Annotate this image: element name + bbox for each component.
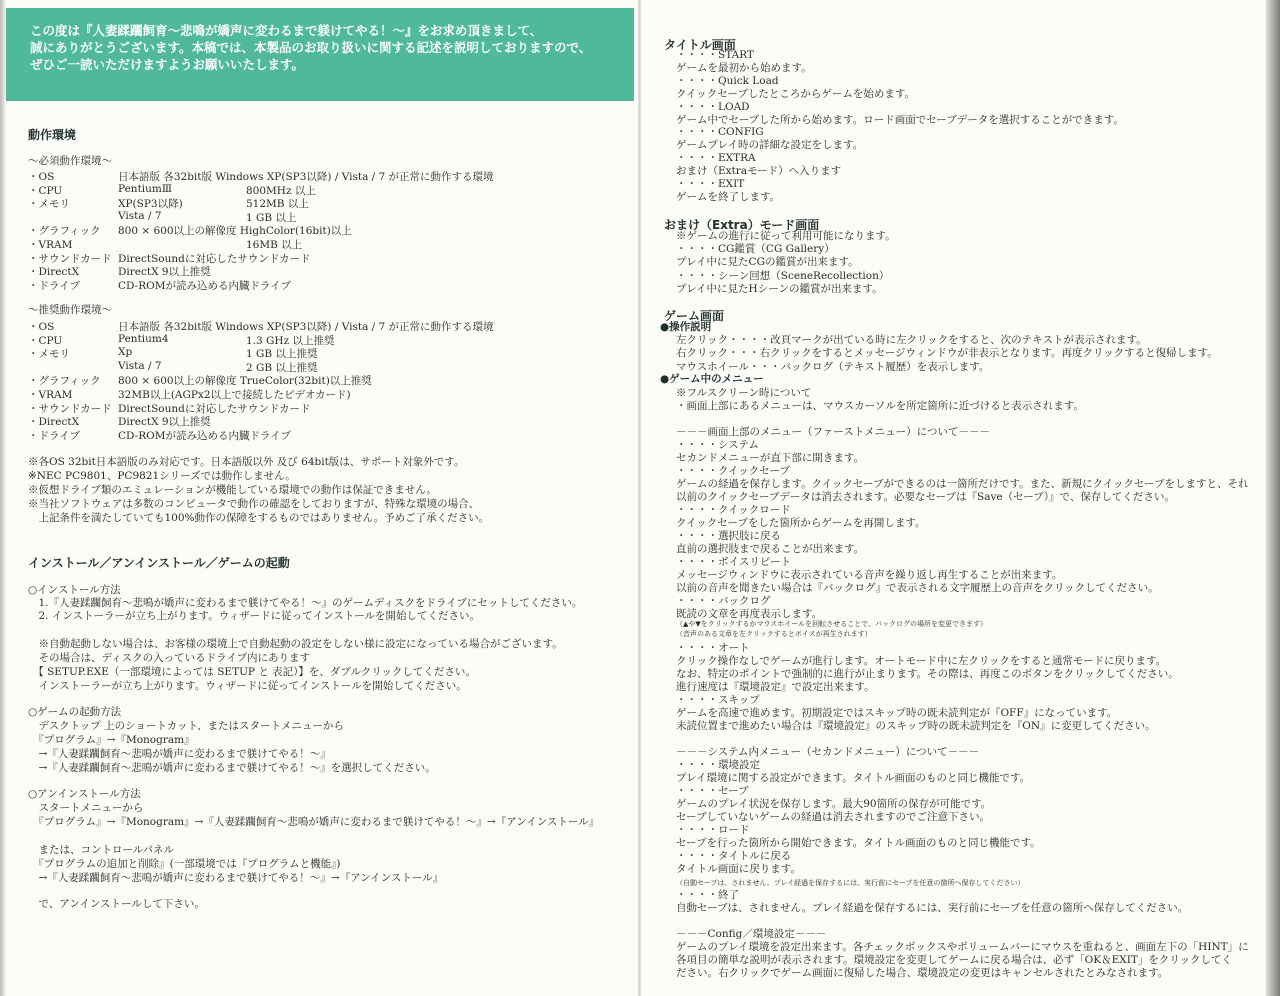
spec-value: CD-ROMが読み込める内臓ドライブ [118,429,291,442]
title-screen-line: ・・・・START [676,49,754,61]
menu-line: クイックセーブをした箇所からゲームを再開します。 [676,517,926,529]
spec-value: 800 × 600以上の解像度 HighColor(16bit)以上 [118,225,352,238]
operation-bullet: ●操作説明 [660,321,712,333]
spec-value: DirectX 9以上推奨 [118,266,211,279]
intro-line: ぜひご一読いただけますようお願いいたします。 [30,57,305,72]
menu-line: 未読位置まで進めたい場合は『環境設定』のスキップ時の既未読判定を『ON』に変更してください。 [676,720,1156,732]
spec-label: ・グラフィック [28,225,101,238]
title-screen-line: ・・・・EXIT [676,178,745,190]
menu-line: ・・・・クイックロード [676,504,791,516]
install-line: →『人妻蹂躙飼育～悲鳴が嬌声に変わるまで躾けてやる！～』→『アンインストール』 [28,872,444,884]
right-page [640,0,1280,996]
install-line: 『プログラム』→『Monogram』→『人妻蹂躙飼育～悲鳴が嬌声に変わるまで躾けてやる！～』→『アンインストール』 [28,816,600,828]
spec-label: ・DirectX [28,416,80,429]
title-screen-line: ゲーム中でセーブした所から始めます。ロード画面でセーブデータを選択することができます。 [676,113,1124,126]
install-line: で、アンインストールして下さい。 [28,898,205,910]
install-line: →『人妻蹂躙飼育～悲鳴が嬌声に変わるまで躾けてやる！～』 [28,748,331,760]
install-line: 1.『人妻蹂躙飼育～悲鳴が嬌声に変わるまで躾けてやる！～』のゲームディスクをドライブにセットしてください。 [28,597,583,609]
spec-value: DirectSoundに対応したサウンドカード [118,402,311,415]
menu-line: タイトル画面に戻ります。 [676,863,801,875]
install-line: その場合は、ディスクの入っているドライブ内にあります [28,652,311,664]
install-line: 【 SETUP.EXE（一部環境によっては SETUP と 表記）】を、ダブルクリックしてください。 [28,666,476,678]
menu-line: ・・・・環境設定 [676,759,760,771]
spec-label: ・CPU [28,334,63,347]
menu-line: ゲームの経過を保存します。クイックセーブができるのは一箇所だけです。また、新規にクイックセーブをしますと、それ [676,478,1249,490]
spec-label: ・ドライブ [28,279,80,292]
extra-mode-line: プレイ中に見たCGの鑑賞が出来ます。 [676,256,859,269]
title-screen-line: ・・・・CONFIG [676,126,764,139]
spec-label: ・ドライブ [28,429,80,442]
spec-label: ・メモリ [28,198,70,211]
spec-value: Vista / 7 [118,359,162,372]
menu-line: ゲームを高速で進めます。初期設定ではスキップ時の既未読判定が『OFF』になっています。 [676,707,1118,719]
title-screen-line: ・・・・EXTRA [676,152,756,165]
spec-value: Pentium4 [118,332,169,345]
spec-value: CD-ROMが読み込める内臓ドライブ [118,279,291,292]
menu-line: ・・・・選択肢に戻る [676,530,781,542]
spec-extra: 800MHz 以上 [246,184,316,197]
menu-line: プレイ環境に関する設定ができます。タイトル画面のものと同じ機能です。 [676,772,1031,784]
menu-line: ・・・・ボイスリピート [676,556,791,568]
spec-label: ・グラフィック [28,375,101,388]
intro-banner [6,8,634,101]
menu-line: 各項目の簡単な説明が表示されます。環境設定を変更してゲームに戻る場合は、必ず「OK＆EXIT」をクリックしてく [676,954,1232,966]
spec-extra: 16MB 以上 [246,239,303,251]
menu-line: セーブを行った箇所から開始できます。タイトル画面のものと同じ機能です。 [676,837,1041,849]
menu-line: ※フルスクリーン時について [676,387,812,399]
install-line: インストーラーが立ち上がります。ウィザードに従ってインストールを開始してください。 [28,680,467,692]
note-line: ※仮想ドライブ類のエミュレーションが機能している環境での動作は保証できません。 [28,484,437,496]
title-screen-line: クイックセーブしたところからゲームを始めます。 [676,87,915,100]
env-heading: 動作環境 [28,128,77,142]
small-note: （音声のある文章を左クリックするとボイスが再生されます） [676,630,872,638]
spec-value: PentiumⅢ [118,182,172,195]
install-heading: インストール／アンインストール／ゲームの起動 [28,556,290,570]
install-line: 『プログラムの追加と削除』(一部環境では『プログラムと機能』) [28,858,341,870]
extra-mode-line: プレイ中に見たHシーンの鑑賞が出来ます。 [676,282,883,295]
spec-label: ・VRAM [28,389,73,401]
operation-line: 左クリック・・・・改頁マークが出ている時に左クリックをすると、次のテキストが表示されます。 [676,334,1147,346]
menu-line: ・・・・オート [676,642,750,654]
install-line: →『人妻蹂躙飼育～悲鳴が嬌声に変わるまで躾けてやる！～』を選択してください。 [28,762,436,774]
spec-value: DirectX 9以上推奨 [118,416,211,429]
extra-mode-line: ※ゲームの進行に従って利用可能になります。 [676,230,896,242]
menu-line: ・・・・セーブ [676,785,749,797]
spec-value: 日本語版 各32bit版 Windows XP(SP3以降) / Vista / 7 が正常に動作する環境 [118,171,494,183]
spec-label: ・サウンドカード [28,252,112,265]
install-line: 『プログラム』→『Monogram』 [28,734,195,746]
spec-label: ・サウンドカード [28,402,112,415]
intro-line: この度は『人妻蹂躙飼育～悲鳴が嬌声に変わるまで躾けてやる！～』をお求め頂きまして、 [30,23,543,38]
menu-line: 既読の文章を再度表示します。 [676,608,823,620]
install-line: スタートメニューから [28,802,144,814]
spec-extra: 1 GB 以上 [246,211,297,224]
menu-line: なお、特定のポイントで強制的に進行が止まります。その際は、再度このボタンをクリックしてください。 [676,668,1179,680]
title-screen-heading: タイトル画面 [664,38,736,52]
operation-line: 右クリック・・・右クリックをするとメッセージウィンドウが非表示となります。再度クリックすると復帰します。 [676,347,1218,360]
small-note: （▲や▼をクリックするかマウスホイールを回転させることで、バックログの場所を変更できます） [676,620,987,628]
spec-value: Vista / 7 [118,209,162,222]
menu-line: ・画面上部にあるメニューは、マウスカーソルを所定箇所に近づけると表示されます。 [676,400,1084,412]
menu-line: ・・・・システム [676,439,759,451]
recommended-title: ～推奨動作環境～ [28,304,112,316]
menu-line: ・・・・クイックセーブ [676,465,790,477]
spec-value: DirectSoundに対応したサウンドカード [118,252,311,265]
menu-line: ゲームのプレイ環境を設定出来ます。各チェックボックスやボリュームバーにマウスを重ねると、画面左下の「HINT」に [676,941,1249,953]
menu-line: 以前のクイックセーブデータは消去されます。必要なセーブは『Save（セーブ）』で、保存してください。 [676,491,1175,503]
menu-line: 進行速度は『環境設定』で設定出来ます。 [676,681,875,693]
menu-line: ・・・・ロード [676,824,750,836]
install-line: または、コントロールパネル [28,844,175,856]
spec-extra: 512MB 以上 [246,198,309,211]
install-line: ○インストール方法 [28,584,121,596]
operation-line: マウスホイール・・・バックログ（テキスト履歴）を表示します。 [676,360,990,373]
title-screen-line: ゲームを終了します。 [676,190,781,203]
menu-line: クリック操作なしでゲームが進行します。オートモード中に左クリックをすると通常モードに戻ります。 [676,655,1167,667]
menu-line: メッセージウィンドウに表示されている音声を繰り返し再生することが出来ます。 [676,569,1063,581]
menu-line: 自動セーブは、されません。プレイ経過を保存するには、実行前にセーブを任意の箇所へ保存してください。 [676,902,1189,914]
spec-label: ・DirectX [28,266,80,279]
menu-line: ・・・・スキップ [676,694,760,706]
extra-mode-line: ・・・・シーン回想（SceneRecollection） [676,269,890,282]
title-screen-line: おまけ（Extraモード）へ入ります [676,165,842,178]
small-note: （自動セーブは、されません。プレイ経過を保存するには、実行前にセーブを任意の箇所へ保存してください） [676,879,1025,887]
extra-mode-line: ・・・・CG鑑賞（CG Gallery） [676,243,835,256]
title-screen-line: ・・・・Quick Load [676,74,779,87]
spec-label: ・OS [28,321,55,333]
menu-line: ・・・・タイトルに戻る [676,850,792,862]
install-line: ○ゲームの起動方法 [28,706,122,718]
page-edge-shadow-right [1266,0,1280,996]
spec-value: 32MB以上(AGPx2以上で接続したビデオカード) [118,389,351,401]
menu-line: 以前の音声を聞きたい場合は『バックログ』で表示される文字履歴上の音声をクリックしてください。 [676,582,1159,594]
spec-value: XP(SP3以降) [118,198,183,211]
menu-line: ・・・・バックログ [676,595,771,607]
install-line: デスクトップ 上のショートカット、またはスタートメニューから [28,720,344,732]
spec-label: ・メモリ [28,348,70,361]
menu-line: ゲームのプレイ状況を保存します。最大90箇所の保存が可能です。 [676,798,992,810]
spec-value: 日本語版 各32bit版 Windows XP(SP3以降) / Vista / 7 が正常に動作する環境 [118,321,494,333]
menu-line: ・・・・終了 [676,889,739,901]
spec-label: ・CPU [28,184,63,197]
menu-line: ださい。右クリックでゲーム画面に復帰した場合、環境設定の変更はキャンセルされたとみなされます。 [676,967,1169,979]
spec-label: ・VRAM [28,239,73,251]
install-line: ※自動起動しない場合は、お客様の環境上で自動起動の設定をしない様に設定になっている場合がございます。 [28,638,563,650]
install-line: 2. インストーラーが立ち上がります。ウィザードに従ってインストールを開始してください。 [28,610,481,622]
title-screen-line: ゲームを最初から始めます。 [676,61,812,74]
menu-bullet: ●ゲーム中のメニュー [660,373,764,385]
title-screen-line: ゲームプレイ時の詳細な設定をします。 [676,139,864,152]
menu-line: －－－画面上部のメニュー（ファーストメニュー）について－－－ [676,426,990,438]
spec-value: 800 × 600以上の解像度 TrueColor(32bit)以上推奨 [118,375,372,388]
note-line: ※NEC PC9801、PC9821シリーズでは動作しません。 [28,470,296,482]
spec-extra: 1 GB 以上推奨 [246,348,318,361]
game-screen-heading: ゲーム画面 [664,309,725,323]
spec-extra: 1.3 GHz 以上推奨 [246,334,335,347]
extra-mode-heading: おまけ（Extra）モード画面 [664,218,820,232]
title-screen-line: ・・・・LOAD [676,100,750,113]
menu-line: セーブしていないゲームの経過は消去されますのでご注意下さい。 [676,811,991,823]
menu-line: 直前の選択肢まで戻ることが出来ます。 [676,543,865,555]
menu-line: －－－システム内メニュー（セカンドメニュー）について－－－ [676,746,980,758]
spec-label: ・OS [28,171,55,183]
note-line: ※各OS 32bit日本語版のみ対応です。日本語版以外 及び 64bit版は、サポート対象外です。 [28,456,465,468]
note-line: 上記条件を満たしていても100%動作の保障をするものではありません。予めご了承ください。 [28,512,490,524]
menu-line: セカンドメニューが直下部に開きます。 [676,452,865,464]
spec-value: Xp [118,346,133,359]
note-line: ※当社ソフトウェアは多数のコンピュータで動作の確認をしておりますが、特殊な環境の場合、 [28,498,480,510]
intro-line: 誠にありがとうございます。本稿では、本製品のお取り扱いに関する記述を説明しておりますので、 [30,40,592,55]
spec-extra: 2 GB 以上推奨 [246,361,318,374]
install-line: ○アンインストール方法 [28,788,141,800]
required-title: ～必須動作環境～ [28,155,112,167]
menu-line: －－－Config／環境設定－－－ [676,928,827,940]
